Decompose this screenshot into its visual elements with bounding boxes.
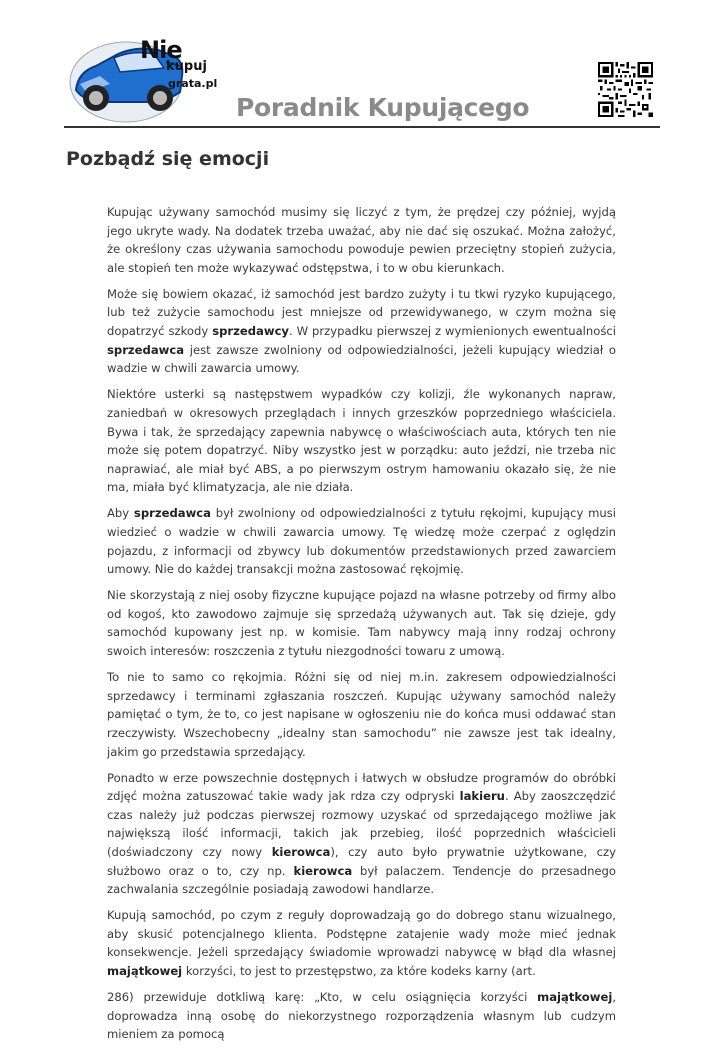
bold-term: kierowca (271, 845, 331, 859)
text-run: Nie skorzystają z niej osoby fizyczne kupujące pojazd na własne potrzeby od firmy albo od kogoś, kto zawodowo zajmuje się sprzedażą używanych aut. Tak się dzieje, gdy samochód kupowany jest np. w komisie. Tam nabywcy mają inny rodzaj ochrony swoich interesów: roszczenia z tytułu niezgodności towaru z umową. (107, 588, 616, 659)
bold-term: sprzedawca (133, 506, 211, 521)
paragraph (107, 586, 616, 660)
text-run: 286) przewiduje dotkliwą karę: „Kto, w celu osiągnięcia korzyści (107, 990, 538, 1005)
text-run: , doprowadza inną osobę do niekorzystnego rozporządzenia własnym lub cudzym mieniem za pomocą (107, 990, 616, 1042)
paragraph (107, 285, 616, 378)
page-title: Poradnik Kupującego (236, 93, 530, 122)
logo-line-1: Nie (140, 36, 182, 64)
bold-term: lakieru (459, 789, 505, 804)
bold-term: sprzedawcy (212, 324, 289, 339)
text-run: jest zawsze zwolniony od odpowiedzialności, jeżeli kupujący wiedział o wadzie w chwili zawarcia umowy. (107, 342, 616, 376)
text-run: Może się bowiem okazać, iż samochód jest bardzo zużyty i tu tkwi ryzyko kupującego, lub też zużycie samochodu jest mniejsze od przewidywanego, w czym można się dopatrzyć szkody (107, 286, 616, 339)
paragraph (107, 504, 616, 578)
text-run: Niektóre usterki są następstwem wypadków czy kolizji, źle wykonanych napraw, zaniedbań w okresowych przeglądach i innych grzeszków poprzedniego właściciela. Bywa i tak, że sprzedający zapewnia nabywcę o właściwościach auta, których ten nie może się potem dopatrzyć. Niby wszystko jest w porządku: auto jeździ, nie trzeba nic naprawiać, ale miał być ABS, a po pierwszym ostrym hamowaniu okazało się, że nie ma, miała być klimatyzacja, ale nie działa. (107, 387, 616, 495)
bold-term: sprzedawca (107, 342, 185, 357)
text-run: był zwolniony od odpowiedzialności z tytułu rękojmi, kupujący musi wiedzieć o wadzie w chwili zawarcia umowy. Tę wiedzę może czerpać z oględzin pojazdu, z informacji od zbywcy lub dokumentów przedstawionych przed zawarciem umowy. Nie do każdej transakcji można zastosować rękojmię. (107, 506, 616, 577)
text-run: Ponadto w erze powszechnie dostępnych i łatwych w obsłudze programów do obróbki zdjęć można zatuszować takie wady jak rdza czy odpryski (107, 770, 616, 804)
text-run: ), czy auto było prywatnie użytkowane, czy służbowo oraz o to, czy np. (107, 845, 616, 878)
text-run: Kupują samochód, po czym z reguły doprowadzają go do dobrego stanu wizualnego, aby skusić potencjalnego klienta. Podstępne zatajenie wady może mieć jednak konsekwencje. Jeżeli sprzedający świadomie wprowadzi nabywcę w błąd dla własnej (107, 908, 616, 960)
paragraph (107, 668, 616, 761)
bold-term: majątkowej (107, 964, 183, 979)
text-run: . W przypadku pierwszej z wymienionych ewentualności (289, 324, 616, 339)
logo-line-3: grata.pl (168, 77, 218, 90)
qr-code-icon (598, 62, 653, 117)
paragraph (107, 385, 616, 497)
text-run: Aby (107, 506, 134, 521)
article-body (107, 203, 616, 1051)
paragraph (107, 988, 616, 1044)
paragraph (107, 906, 616, 980)
brand-logo (66, 32, 226, 124)
paragraph (107, 769, 616, 899)
text-run: To nie to samo co rękojmia. Różni się od niej m.in. zakresem odpowiedzialności sprzedawcy i terminami zgłaszania roszczeń. Kupując używany samochód należy pamiętać o tym, że to, co jest napisane w ogłoszeniu nie do końca musi oddawać stan rzeczywisty. Wszechobecny „idealny stan samochodu” nie zawsze jest tak idealny, jakim go przedstawia sprzedający. (107, 670, 616, 759)
bold-term: kierowca (293, 863, 353, 878)
header-divider (64, 126, 660, 128)
text-run: był palaczem. Tendencje do przesadnego zachwalania szczególnie posiadają zawodowi handlarze. (107, 863, 617, 897)
text-run: Kupując używany samochód musimy się liczyć z tym, że prędzej czy później, wyjdą jego ukryte wady. Na dodatek trzeba uważać, aby nie dać się oszukać. Można założyć, że określony czas używania samochodu powoduje pewien przeciętny stopień zużycia, ale stopień ten może wykazywać odstępstwa, i to w obu kierunkach. (107, 205, 616, 275)
logo-line-2: kupuj (166, 59, 207, 74)
paragraph (107, 203, 616, 277)
text-run: . Aby zaoszczędzić czas należy już podczas pierwszej rozmowy uzyskać od sprzedającego możliwe jak największą ilość informacji, takich jak przebieg, ilość poprzednich właścicieli (doświadczony czy nowy (107, 789, 616, 859)
text-run: korzyści, to jest to przestępstwo, za które kodeks karny (art. (182, 964, 536, 979)
section-title: Pozbądź się emocji (66, 148, 270, 170)
bold-term: majątkowej (537, 990, 613, 1005)
